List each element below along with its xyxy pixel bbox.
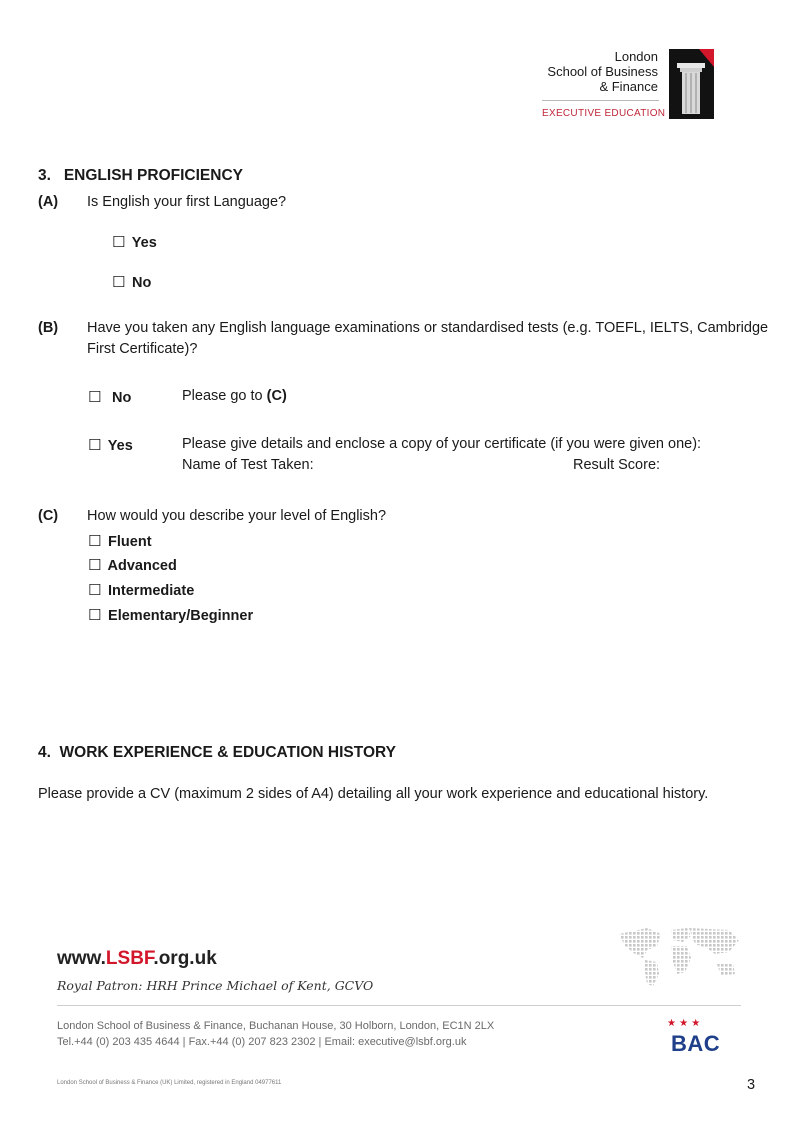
option-a-yes-label: Yes [131, 235, 157, 251]
option-c-elementary[interactable] [88, 606, 253, 624]
website-brand: LSBF [105, 948, 154, 969]
option-b-yes-label: Yes [107, 438, 133, 454]
option-c-fluent[interactable] [88, 532, 152, 550]
section-4-body: Please provide a CV (maximum 2 sides of A4) detailing all your work experience and educational history. [38, 786, 709, 802]
question-c-label: (C) [38, 508, 59, 524]
checkbox-icon[interactable]: ☐ [88, 436, 102, 454]
logo-column-icon [669, 49, 714, 119]
option-a-no-label: No [132, 275, 152, 291]
bac-logo [659, 1016, 729, 1057]
website-prefix: www. [57, 948, 106, 969]
option-b-no[interactable] [88, 388, 131, 406]
checkbox-icon[interactable]: ☐ [88, 532, 102, 550]
option-c-advanced[interactable] [88, 556, 177, 574]
option-c-intermediate-label: Intermediate [108, 583, 195, 599]
option-c-elementary-label: Elementary/Beginner [108, 608, 254, 624]
option-a-no[interactable] [112, 273, 151, 291]
option-b-no-label: No [112, 390, 132, 406]
option-b-yes-instruction: Please give details and enclose a copy of your certificate (if you were given one): [182, 436, 702, 452]
question-b-text-line2: First Certificate)? [87, 341, 198, 357]
footer-divider [57, 1005, 741, 1006]
option-c-intermediate[interactable] [88, 581, 194, 599]
footer-website[interactable] [57, 948, 217, 970]
question-b-label: (B) [38, 320, 59, 336]
world-map-icon [617, 924, 741, 995]
checkbox-icon[interactable]: ☐ [88, 606, 102, 624]
section-3-title: 3. ENGLISH PROFICIENCY [38, 167, 243, 184]
logo-divider [542, 100, 659, 101]
logo-line-3: & Finance [599, 79, 658, 94]
section-4-title: 4. WORK EXPERIENCE & EDUCATION HISTORY [38, 744, 396, 761]
checkbox-icon[interactable]: ☐ [112, 233, 126, 251]
footer-address-block [57, 1018, 494, 1050]
option-c-fluent-label: Fluent [108, 534, 152, 550]
result-score-label: Result Score: [573, 457, 661, 473]
logo-line-2: School of Business [547, 64, 658, 79]
logo-line-1: London [614, 49, 658, 64]
test-name-label: Name of Test Taken: [182, 457, 314, 473]
option-b-no-instruction [182, 388, 287, 404]
question-a-text: Is English your first Language? [87, 194, 287, 210]
option-c-advanced-label: Advanced [107, 558, 177, 574]
footer-address: London School of Business & Finance, Buchanan House, 30 Holborn, London, EC1N 2LX [57, 1020, 495, 1032]
bac-logo-text: BAC [671, 1031, 721, 1056]
footer-contact: Tel.+44 (0) 203 435 4644 | Fax.+44 (0) 207 823 2302 | Email: executive@lsbf.org.uk [57, 1036, 467, 1048]
registration-note: London School of Business & Finance (UK) Limited, registered in England 04977611 [57, 1080, 282, 1086]
checkbox-icon[interactable]: ☐ [88, 388, 102, 406]
option-a-yes[interactable] [112, 233, 157, 251]
question-a-label: (A) [38, 194, 59, 210]
bac-stars-icon [659, 1016, 729, 1030]
royal-patron: Royal Patron: HRH Prince Michael of Kent, GCVO [57, 978, 374, 993]
svg-text:★ ★ ★: ★ ★ ★ [667, 1018, 701, 1029]
logo-text [520, 49, 658, 94]
go-to-text: Please go to [182, 388, 263, 404]
question-c-text: How would you describe your level of English? [87, 508, 387, 524]
page-number: 3 [747, 1077, 756, 1093]
go-to-ref: (C) [266, 388, 287, 404]
checkbox-icon[interactable]: ☐ [112, 273, 126, 291]
question-b-text-line1: Have you taken any English language examinations or standardised tests (e.g. TOEFL, IELTS, Cambridge [87, 320, 769, 336]
website-suffix: .org.uk [153, 948, 217, 969]
option-b-yes[interactable] [88, 436, 133, 454]
logo-tagline: EXECUTIVE EDUCATION [542, 108, 666, 119]
checkbox-icon[interactable]: ☐ [88, 581, 102, 599]
checkbox-icon[interactable]: ☐ [88, 556, 102, 574]
